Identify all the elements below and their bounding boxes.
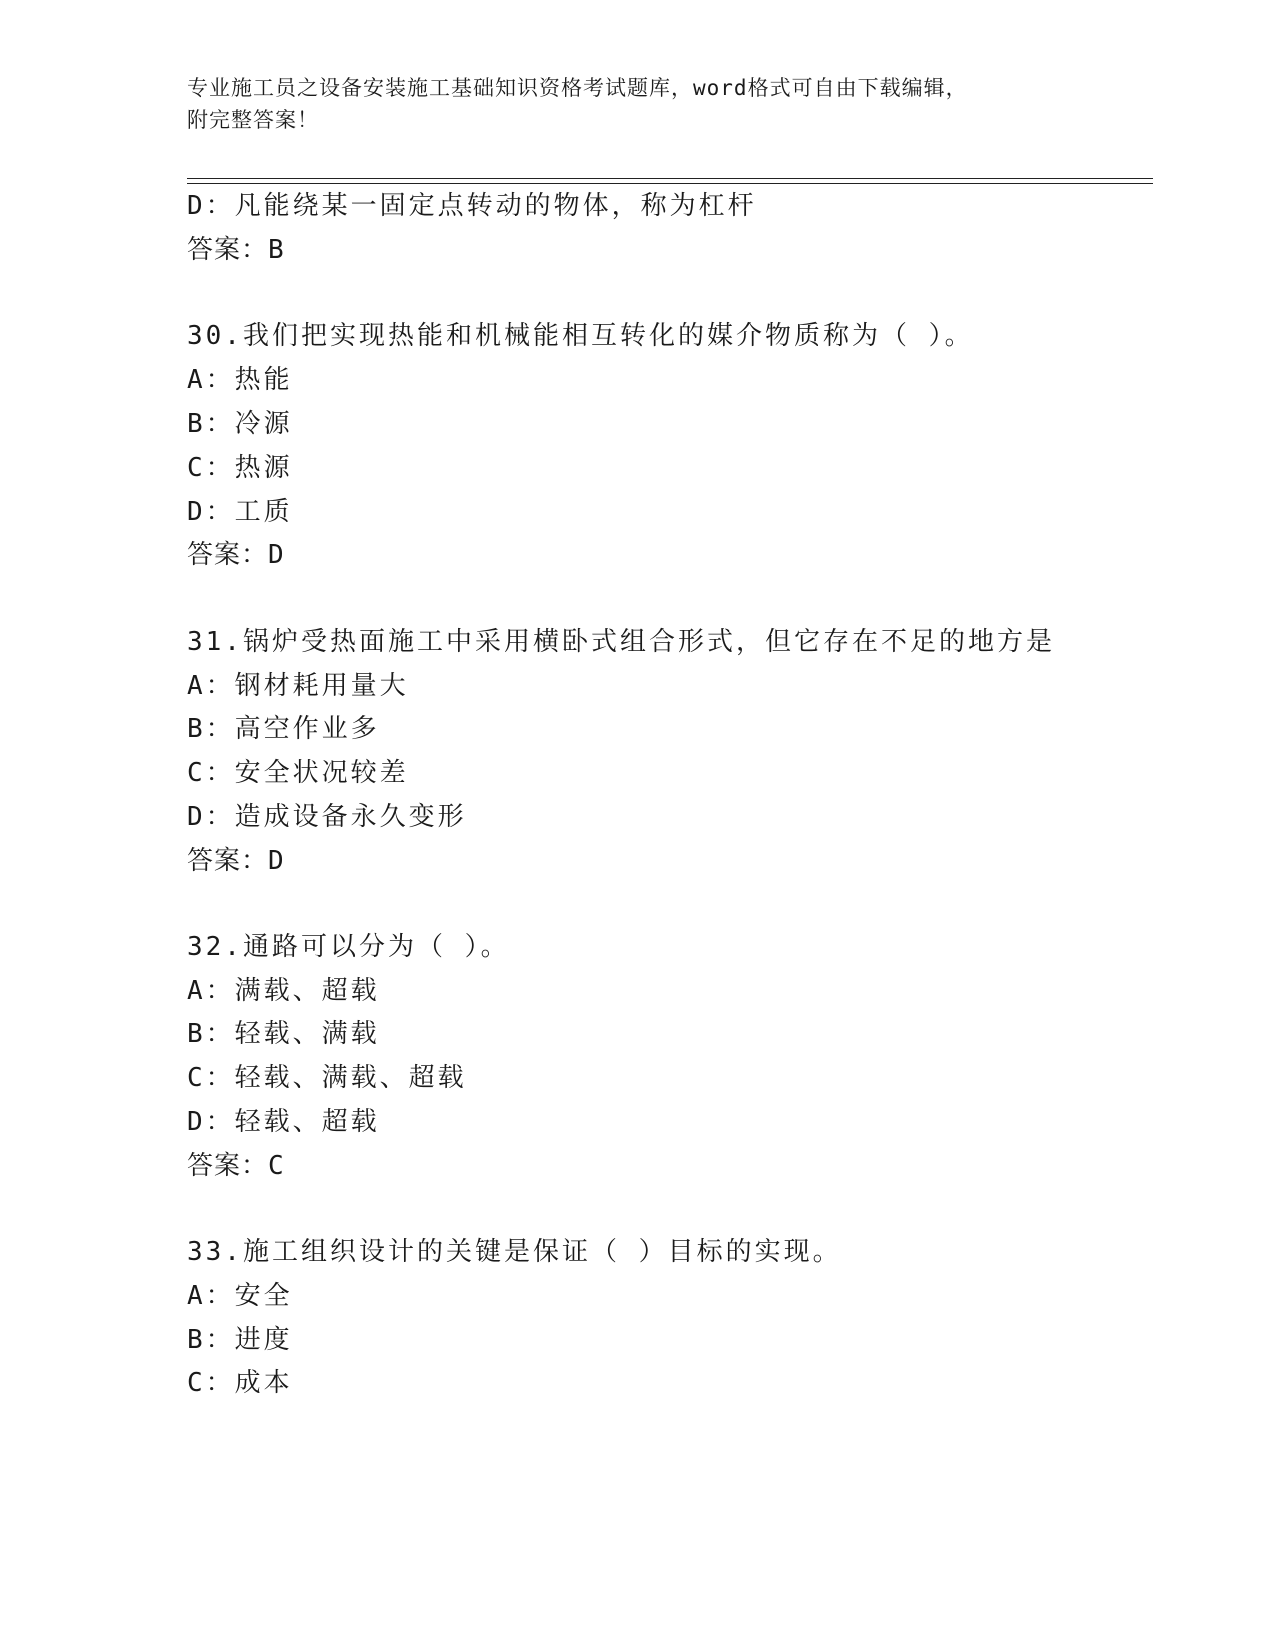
question-32-answer: 答案：C — [187, 1151, 285, 1181]
document-header — [187, 72, 1067, 136]
question-30-option-a: A：热能 — [187, 365, 293, 395]
header-line-2: 附完整答案！ — [187, 108, 319, 132]
prev-answer: 答案：B — [187, 235, 285, 265]
question-31-option-b: B：高空作业多 — [187, 714, 380, 744]
question-31-stem: 31.锅炉受热面施工中采用横卧式组合形式，但它存在不足的地方是 — [187, 627, 1055, 657]
question-31-answer: 答案：D — [187, 846, 285, 876]
prev-option-d: D：凡能绕某一固定点转动的物体，称为杠杆 — [187, 191, 757, 221]
question-31-option-c: C：安全状况较差 — [187, 758, 409, 788]
question-32-option-d: D：轻载、超载 — [187, 1107, 380, 1137]
question-31-option-a: A：钢材耗用量大 — [187, 671, 409, 701]
question-30-stem: 30.我们把实现热能和机械能相互转化的媒介物质称为（ ）。 — [187, 321, 974, 351]
header-divider-top — [187, 178, 1153, 179]
question-33-stem: 33.施工组织设计的关键是保证（ ）目标的实现。 — [187, 1237, 842, 1267]
question-30-option-b: B：冷源 — [187, 409, 293, 439]
question-33-option-a: A：安全 — [187, 1281, 293, 1311]
question-30-option-c: C：热源 — [187, 453, 293, 483]
header-divider-bottom — [187, 183, 1153, 184]
question-32-stem: 32.通路可以分为（ ）。 — [187, 932, 510, 962]
question-33-option-b: B：进度 — [187, 1325, 293, 1355]
question-30-answer: 答案：D — [187, 540, 285, 570]
question-32-option-a: A：满载、超载 — [187, 976, 380, 1006]
question-32-option-c: C：轻载、满载、超载 — [187, 1063, 467, 1093]
question-32-option-b: B：轻载、满载 — [187, 1019, 380, 1049]
header-line-1: 专业施工员之设备安装施工基础知识资格考试题库，word格式可自由下载编辑， — [187, 76, 968, 100]
question-33-option-c: C：成本 — [187, 1368, 293, 1398]
question-30-option-d: D：工质 — [187, 497, 293, 527]
question-31-option-d: D：造成设备永久变形 — [187, 802, 467, 832]
